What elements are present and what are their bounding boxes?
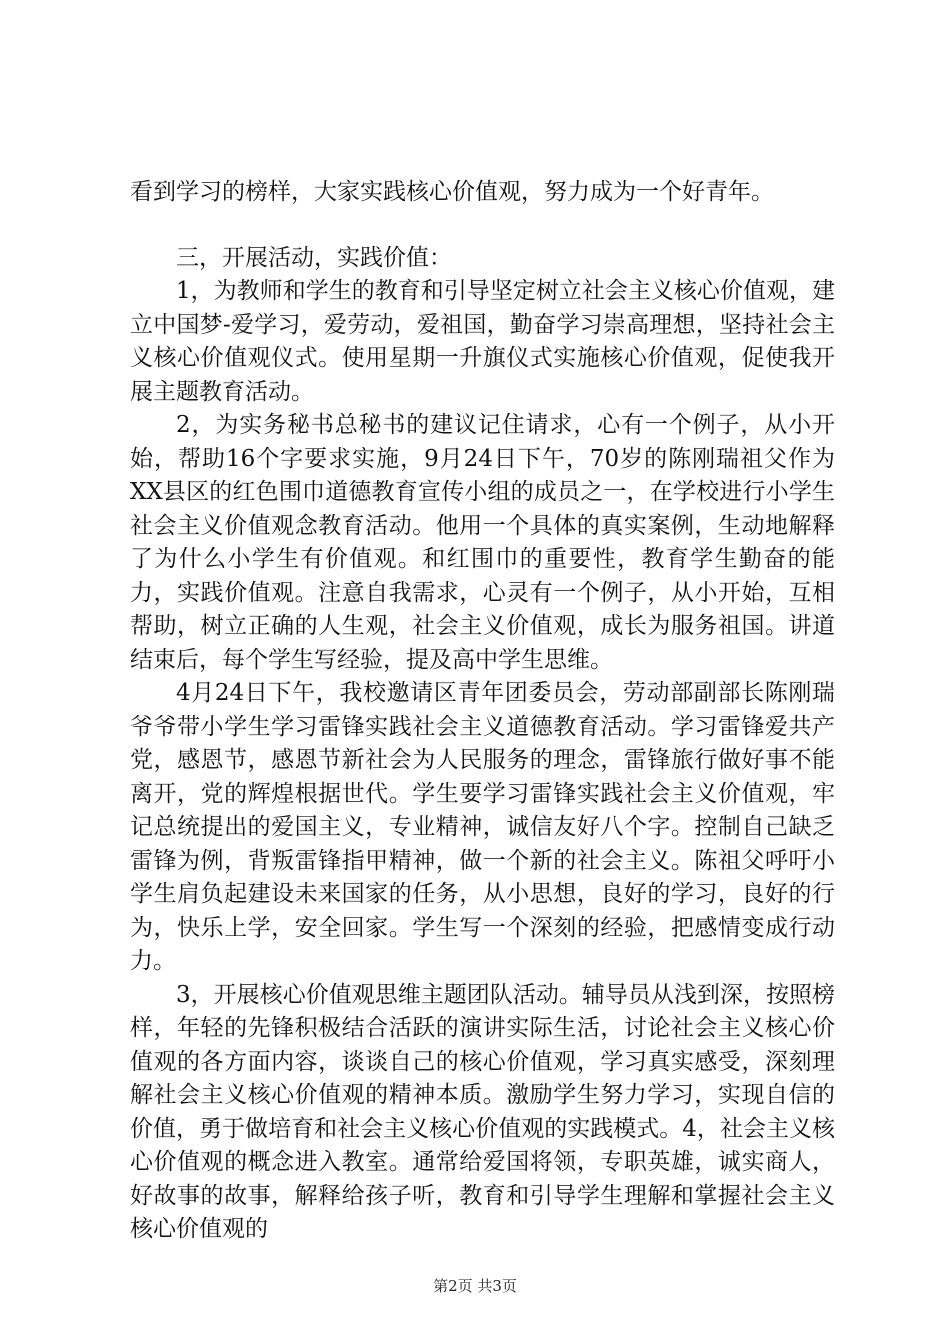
paragraph-continuation: 看到学习的榜样，大家实践核心价值观，努力成为一个好青年。: [130, 179, 774, 205]
document-body: [130, 176, 835, 1247]
paragraph-item-2: 2，为实务秘书总秘书的建议记住请求，心有一个例子，从小开始，帮助16个字要求实施，9月24日下午，70岁的陈刚瑞祖父作为XX县区的红色围巾道德教育宣传小组的成员之一，在学校进行小学生社会主义价值观念教育活动。他用一个具体的真实案例，生动地解释了为什么小学生有价值观。和红围巾的重要性，教育学生勤奋的能力，实践价值观。注意自我需求，心灵有一个例子，从小开始，互相帮助，树立正确的人生观，社会主义价值观，成长为服务祖国。讲道结束后，每个学生写经验，提及高中学生思维。: [130, 412, 835, 673]
paragraph-item-1: 1，为教师和学生的教育和引导坚定树立社会主义核心价值观，建立中国梦-爱学习，爱劳动，爱祖国，勤奋学习崇高理想，坚持社会主义核心价值观仪式。使用星期一升旗仪式实施核心价值观，促使我开展主题教育活动。: [130, 278, 835, 405]
paragraph-item-3: 3，开展核心价值观思维主题团队活动。辅导员从浅到深，按照榜样，年轻的先锋积极结合活跃的演讲实际生活，讨论社会主义核心价值观的各方面内容，谈谈自己的核心价值观，学习真实感受，深刻理解社会主义核心价值观的精神本质。激励学生努力学习，实现自信的价值，勇于做培育和社会主义核心价值观的实践模式。4，社会主义核心价值观的概念进入教室。通常给爱国将领，专职英雄，诚实商人，好故事的故事，解释给孩子听，教育和引导学生理解和掌握社会主义核心价值观的: [130, 981, 835, 1242]
page-footer: 第2页 共3页: [433, 1277, 517, 1295]
paragraph-april-activity: 4月24日下午，我校邀请区青年团委员会，劳动部副部长陈刚瑞爷爷带小学生学习雷锋实践社会主义道德教育活动。学习雷锋爱共产党，感恩节，感恩节新社会为人民服务的理念，雷锋旅行做好事不能离开，党的辉煌根据世代。学生要学习雷锋实践社会主义价值观，牢记总统提出的爱国主义，专业精神，诚信友好八个字。控制自己缺乏雷锋为例，背叛雷锋指甲精神，做一个新的社会主义。陈祖父呼吁小学生肩负起建设未来国家的任务，从小思想，良好的学习，良好的行为，快乐上学，安全回家。学生写一个深刻的经验，把感情变成行动力。: [130, 680, 835, 974]
section-heading: 三，开展活动，实践价值：: [176, 244, 452, 271]
